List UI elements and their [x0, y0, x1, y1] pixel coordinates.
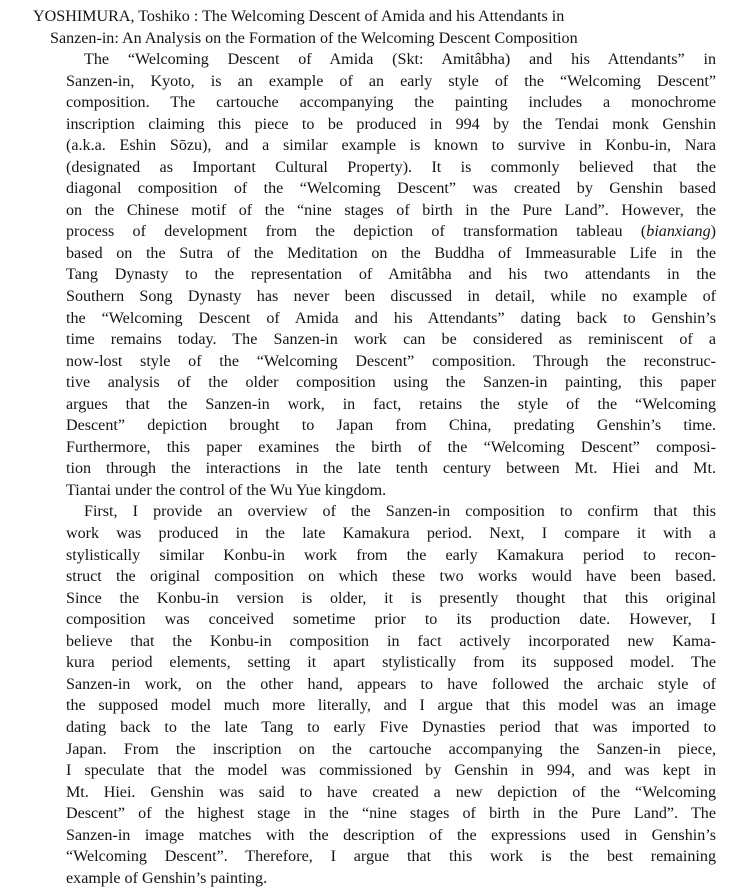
title-line: Sanzen-in: An Analysis on the Formation of the Welcoming Descent Composition — [50, 29, 578, 47]
paragraph-line: Sanzen-in work, on the other hand, appears to have followed the archaic style of — [66, 675, 716, 693]
paragraph — [66, 49, 716, 501]
paragraph-line: dating back to the late Tang to early Five Dynasties period that was imported to — [66, 718, 716, 736]
paragraph-line: Descent” depiction brought to Japan from China, predating Genshin’s time. — [66, 417, 716, 435]
paragraph-line: Sanzen-in, Kyoto, is an example of an early style of the “Welcoming Descent” — [66, 72, 716, 90]
paragraph-line: composition. The cartouche accompanying the painting includes a monochrome — [66, 94, 716, 112]
paragraph-line: tion through the interactions in the late tenth century between Mt. Hiei and Mt. — [66, 460, 716, 478]
paragraph-line: Southern Song Dynasty has never been discussed in detail, while no example of — [66, 288, 716, 306]
paragraph-line: struct the original composition on which these two works would have been based. — [66, 568, 716, 586]
paragraph-line: kura period elements, setting it apart stylistically from its supposed model. The — [66, 654, 716, 672]
paragraph-line: inscription claiming this piece to be produced in 994 by the Tendai monk Genshin — [66, 115, 716, 133]
paragraph-line: now-lost style of the “Welcoming Descent” composition. Through the reconstruc- — [66, 352, 716, 370]
paragraph-line: based on the Sutra of the Meditation on the Buddha of Immeasurable Life in the — [66, 244, 716, 262]
paragraph-line: process of development from the depiction of transformation tableau (bianxiang) — [66, 223, 716, 241]
paragraph-line: tive analysis of the older composition using the Sanzen-in painting, this paper — [66, 374, 716, 392]
paragraph-line: (a.k.a. Eshin Sōzu), and a similar example is known to survive in Konbu-in, Nara — [66, 137, 716, 155]
article-title — [33, 6, 745, 49]
paragraph-line: on the Chinese motif of the “nine stages of birth in the Pure Land”. However, the — [66, 201, 716, 219]
paragraph-line: Tang Dynasty to the representation of Amitâbha and his two attendants in the — [66, 266, 716, 284]
paragraph-line: First, I provide an overview of the Sanzen-in composition to confirm that this — [84, 503, 716, 521]
paragraph-line: believe that the Konbu-in composition in fact actively incorporated new Kama- — [66, 632, 716, 650]
paragraph-line: The “Welcoming Descent of Amida (Skt: Amitâbha) and his Attendants” in — [84, 51, 716, 68]
paragraph-line: Japan. From the inscription on the cartouche accompanying the Sanzen-in piece, — [66, 740, 716, 758]
paragraph-line: argues that the Sanzen-in work, in fact, retains the style of the “Welcoming — [66, 395, 716, 413]
paragraph-line: the supposed model much more literally, and I argue that this model was an image — [66, 697, 716, 715]
abstract-body — [66, 49, 716, 889]
paragraph-line: Furthermore, this paper examines the birth of the “Welcoming Descent” composi- — [66, 438, 716, 456]
paragraph-line: Since the Konbu-in version is older, it is presently thought that this original — [66, 589, 716, 607]
italic-term: bianxiang — [646, 223, 711, 241]
paragraph-line: (designated as Important Cultural Property). It is commonly believed that the — [66, 158, 716, 176]
paragraph-line: Sanzen-in image matches with the description of the expressions used in Genshin’s — [66, 826, 716, 844]
paragraph-line: diagonal composition of the “Welcoming Descent” was created by Genshin based — [66, 180, 716, 198]
paragraph-line: example of Genshin’s painting. — [66, 869, 268, 887]
paragraph-line: stylistically similar Konbu-in work from the early Kamakura period to recon- — [66, 546, 716, 564]
paragraph — [66, 501, 716, 889]
paragraph-line: Mt. Hiei. Genshin was said to have created a new depiction of the “Welcoming — [66, 783, 716, 801]
paragraph-line: composition was conceived sometime prior to its production date. However, I — [66, 611, 716, 629]
paragraph-line: I speculate that the model was commissioned by Genshin in 994, and was kept in — [66, 762, 716, 780]
paragraph-line: Tiantai under the control of the Wu Yue kingdom. — [66, 481, 387, 499]
paragraph-line: “Welcoming Descent”. Therefore, I argue that this work is the best remaining — [66, 848, 716, 866]
title-line: YOSHIMURA, Toshiko : The Welcoming Descent of Amida and his Attendants in — [33, 8, 565, 25]
paragraph-line: time remains today. The Sanzen-in work can be considered as reminiscent of a — [66, 331, 716, 349]
paragraph-line: the “Welcoming Descent of Amida and his Attendants” dating back to Genshin’s — [66, 309, 716, 327]
paragraph-line: Descent” of the highest stage in the “nine stages of birth in the Pure Land”. The — [66, 805, 716, 823]
paragraph-line: work was produced in the late Kamakura period. Next, I compare it with a — [66, 525, 716, 543]
